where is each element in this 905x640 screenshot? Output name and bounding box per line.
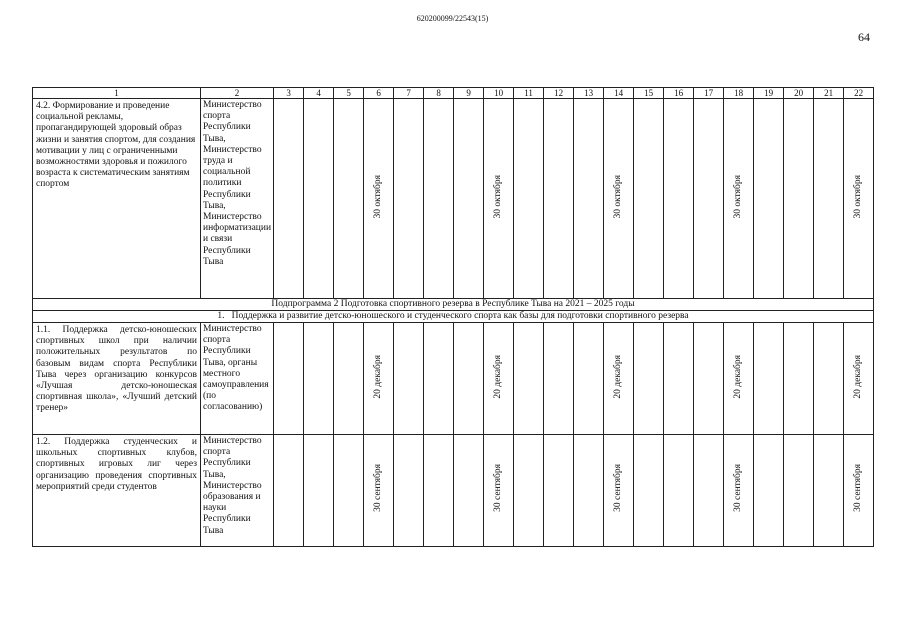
column-number: 11 <box>514 88 544 99</box>
column-number: 21 <box>814 88 844 99</box>
deadline-date: 20 декабря <box>732 354 743 399</box>
column-number: 2 <box>201 88 274 99</box>
column-number-row <box>33 88 874 99</box>
measure-description: 1.2. Поддержка студенческих и школьных спортивных клубов, спортивных игровых лиг через организацию проведения спортивных мероприятий среди студентов <box>33 435 201 547</box>
deadline-date: 30 сентября <box>612 464 623 513</box>
column-number: 5 <box>334 88 364 99</box>
measure-description: 1.1. Поддержка детско-юношеских спортивных школ при наличии положительных результатов по базовым видам спорта Республики Тыва через организацию конкурсов «Лучшая детско-юношеская спортивная школа», «Лучший детский тренер» <box>33 323 201 435</box>
column-number: 9 <box>454 88 484 99</box>
column-number: 3 <box>274 88 304 99</box>
column-number: 20 <box>784 88 814 99</box>
deadline-date: 30 сентября <box>492 464 503 513</box>
column-number: 12 <box>544 88 574 99</box>
deadline-date: 30 октября <box>852 174 863 219</box>
table-row <box>33 99 874 299</box>
deadline-date: 30 сентября <box>732 464 743 513</box>
deadline-date: 30 октября <box>372 174 383 219</box>
deadline-date: 20 декабря <box>492 354 503 399</box>
column-number: 8 <box>424 88 454 99</box>
document-number: 620200099/22543(15) <box>416 14 489 23</box>
column-number: 22 <box>844 88 874 99</box>
page-number: 64 <box>858 30 870 44</box>
deadline-date: 30 октября <box>492 174 503 219</box>
responsible-executor: Министерство спорта Республики Тыва, Министерство труда и социальной политики Республики Тыва, Министерство информатизации и связи Республики Тыва <box>201 99 274 299</box>
deadline-date: 20 декабря <box>612 354 623 399</box>
column-number: 15 <box>634 88 664 99</box>
deadline-date: 30 сентября <box>372 464 383 513</box>
column-number: 13 <box>574 88 604 99</box>
measure-description: 4.2. Формирование и проведение социальной рекламы, пропагандирующей здоровый образ жизни и занятия спортом, для создания мотивации у лиц с ограниченными возможностями здоровья и пожилого возраста к систематическим занятиям спортом <box>33 99 201 299</box>
column-number: 18 <box>724 88 754 99</box>
subprogram-row <box>33 299 874 311</box>
deadline-date: 30 октября <box>612 174 623 219</box>
schedule-table <box>32 87 874 547</box>
subprogram-title: Подпрограмма 2 Подготовка спортивного резерва в Республике Тыва на 2021 – 2025 годы <box>33 299 874 311</box>
column-number: 14 <box>604 88 634 99</box>
table-row <box>33 435 874 547</box>
column-number: 7 <box>394 88 424 99</box>
table-row <box>33 323 874 435</box>
responsible-executor: Министерство спорта Республики Тыва, органы местного самоуправления (по согласованию) <box>201 323 274 435</box>
deadline-date: 30 сентября <box>852 464 863 513</box>
column-number: 16 <box>664 88 694 99</box>
section-row <box>33 311 874 323</box>
column-number: 17 <box>694 88 724 99</box>
responsible-executor: Министерство спорта Республики Тыва, Министерство образования и науки Республики Тыва <box>201 435 274 547</box>
deadline-date: 20 декабря <box>372 354 383 399</box>
column-number: 19 <box>754 88 784 99</box>
section-title: 1. Поддержка и развитие детско-юношеского и студенческого спорта как базы для подготовки спортивного резерва <box>33 311 874 323</box>
column-number: 6 <box>364 88 394 99</box>
deadline-date: 30 октября <box>732 174 743 219</box>
deadline-date: 20 декабря <box>852 354 863 399</box>
column-number: 4 <box>304 88 334 99</box>
column-number: 10 <box>484 88 514 99</box>
column-number: 1 <box>33 88 201 99</box>
